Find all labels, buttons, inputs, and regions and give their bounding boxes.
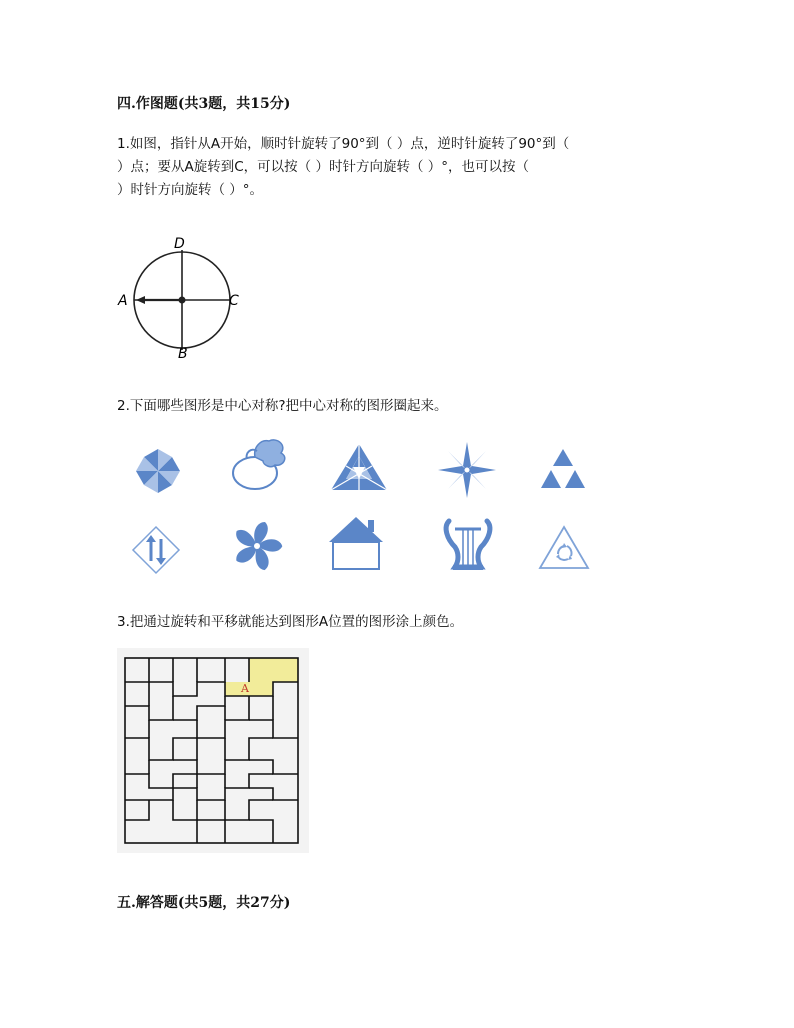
label-a: A (118, 293, 128, 309)
triforce-icon[interactable] (536, 446, 590, 494)
section-5-title: 五.解答题(共5题，共27分) (117, 895, 291, 911)
question-1-line-3: ）时针方向旋转（ ）°。 (117, 182, 264, 198)
question-3-text: 3.把通过旋转和平移就能达到图形A位置的图形涂上颜色。 (117, 614, 464, 630)
flower-icon[interactable] (229, 518, 285, 574)
lyre-icon[interactable] (441, 517, 495, 573)
piece-a-label: A (241, 682, 249, 695)
arrows-diamond-icon[interactable] (131, 525, 181, 575)
pointer-circle-diagram (112, 232, 252, 362)
section-4-title: 四.作图题(共3题，共15分) (117, 96, 291, 112)
label-b: B (178, 346, 188, 362)
compass-star-icon[interactable] (436, 440, 498, 500)
recycle-triangle-icon[interactable] (537, 524, 591, 572)
tiling-puzzle (117, 648, 309, 853)
label-d: D (174, 236, 185, 252)
radish-icon[interactable] (225, 435, 295, 493)
center-dot (179, 297, 186, 304)
label-c: C (229, 293, 239, 309)
triangle-mosaic-icon[interactable] (328, 442, 390, 494)
pinwheel-icon[interactable] (128, 446, 188, 496)
question-1-line-2: ）点；要从A旋转到C，可以按（ ）时针方向旋转（ ）°，也可以按（ (117, 159, 529, 175)
house-icon[interactable] (326, 514, 386, 572)
question-1-line-1: 1.如图，指针从A开始，顺时针旋转了90°到（ ）点，逆时针旋转了90°到（ (117, 136, 570, 152)
question-2-text: 2.下面哪些图形是中心对称?把中心对称的图形圈起来。 (117, 398, 448, 414)
pointer-arrowhead-icon (136, 296, 145, 304)
question-1-text (117, 133, 662, 202)
